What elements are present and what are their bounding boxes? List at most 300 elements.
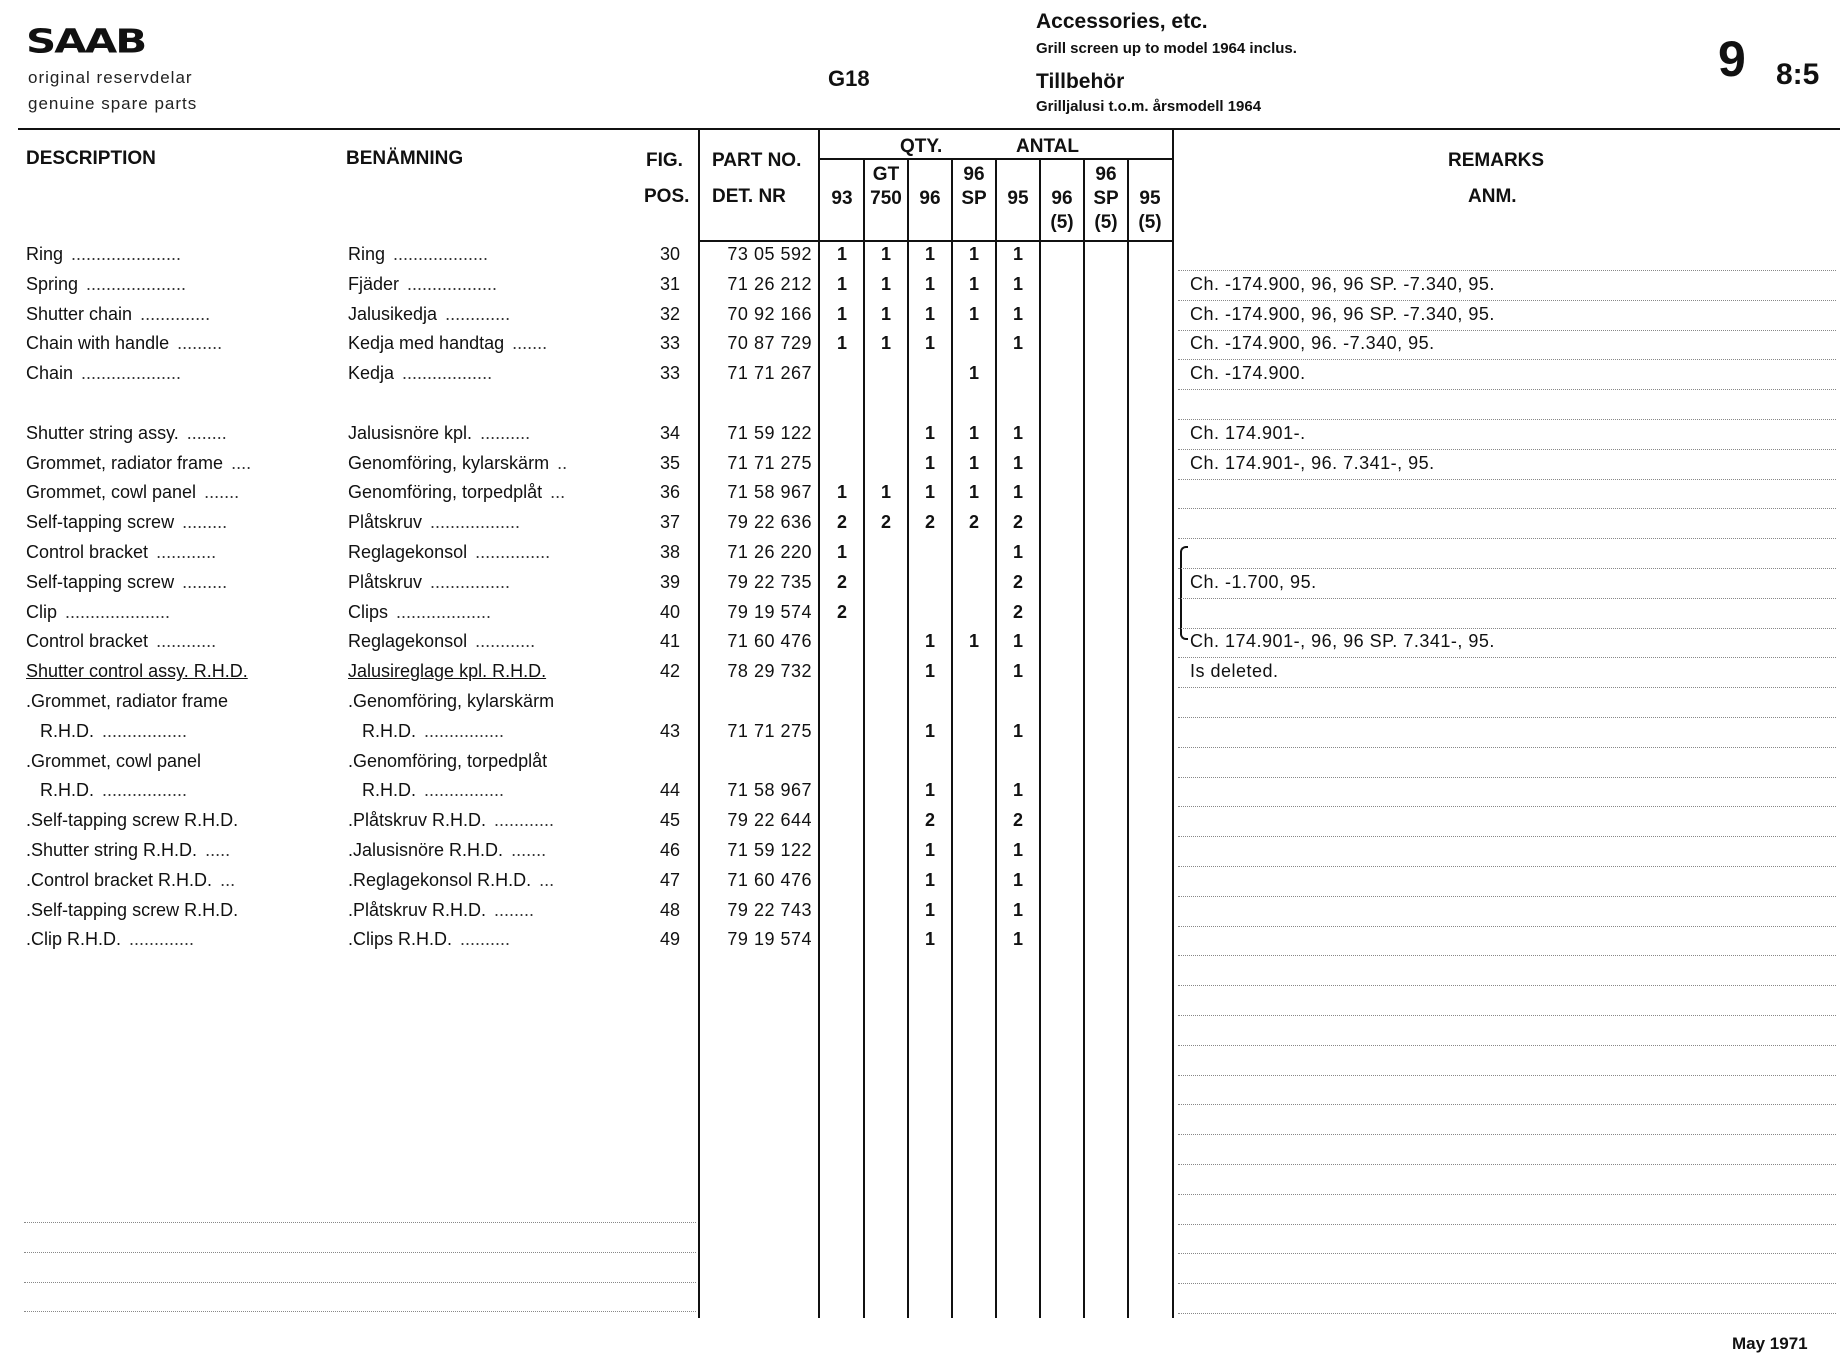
title-swedish-note: Grilljalusi t.o.m. årsmodell 1964 — [1036, 98, 1262, 115]
part-number-cell: 71 58 967 — [727, 482, 812, 503]
model-header-line — [908, 164, 952, 188]
fig-pos-cell: 32 — [659, 303, 680, 324]
description-cell — [26, 512, 227, 533]
benamning-cell — [348, 274, 497, 295]
model-header-line: 93 — [831, 188, 853, 209]
benamning-text: Reglagekonsol — [348, 631, 468, 652]
qty-cell: 1 — [924, 840, 935, 860]
remarks-guide-line — [1178, 1253, 1836, 1254]
benamning-leader: .................. — [430, 512, 521, 533]
qty-cell: 1 — [924, 929, 935, 950]
part-number-cell: 71 59 122 — [727, 840, 812, 860]
description-text: .Grommet, cowl panel — [26, 750, 202, 771]
model-header-line: SP — [1093, 188, 1119, 209]
qty-cell: 1 — [1012, 422, 1023, 443]
description-leader: ............. — [129, 929, 195, 950]
description-cell — [26, 751, 209, 772]
rule-part-left — [698, 128, 700, 1318]
qty-cell: 1 — [836, 273, 847, 294]
model-header-line — [996, 212, 1040, 236]
col-anm: ANM. — [1468, 186, 1517, 207]
remarks-guide-line — [1178, 419, 1836, 420]
qty-cell: 1 — [924, 273, 935, 294]
description-cell — [26, 900, 246, 921]
description-text: R.H.D. — [40, 780, 94, 801]
qty-cell: 1 — [968, 273, 979, 294]
qty-cell: 1 — [1012, 780, 1023, 801]
description-guide-line — [24, 1222, 696, 1223]
qty-cell: 1 — [1012, 840, 1023, 860]
model-header-line — [864, 212, 908, 236]
benamning-leader: ............... — [475, 542, 551, 562]
benamning-leader: .. — [557, 452, 568, 473]
group-code: G18 — [828, 66, 870, 91]
model-header-line: (5) — [1050, 212, 1074, 233]
benamning-cell — [348, 900, 534, 921]
model-header-line — [908, 212, 952, 236]
remarks-guide-line — [1178, 1283, 1836, 1284]
description-leader: .............. — [140, 303, 211, 324]
part-number-cell: 71 60 476 — [727, 631, 812, 652]
benamning-cell — [348, 870, 554, 891]
fig-pos-cell: 40 — [659, 601, 680, 622]
qty-cell: 1 — [924, 303, 935, 324]
col-fig: FIG. — [646, 150, 683, 171]
qty-cell: 1 — [924, 631, 935, 652]
remark-cell: Ch. 174.901-, 96, 96 SP. 7.341-, 95. — [1190, 631, 1495, 652]
benamning-cell — [348, 542, 550, 563]
benamning-text: R.H.D. — [362, 720, 416, 741]
remarks-guide-line — [1178, 1104, 1836, 1105]
part-number-cell: 79 19 574 — [727, 929, 812, 950]
benamning-cell — [348, 482, 565, 503]
benamning-leader: ....... — [511, 840, 547, 860]
qty-cell: 1 — [1012, 482, 1023, 503]
header-rule — [18, 128, 1840, 130]
model-header-line: 96 — [1095, 164, 1117, 185]
qty-cell: 1 — [1012, 929, 1023, 950]
col-qty: QTY. — [900, 136, 943, 157]
description-leader: ............ — [156, 542, 217, 562]
fig-pos-cell: 42 — [659, 661, 680, 682]
description-cell — [26, 810, 246, 831]
fig-pos-cell: 43 — [659, 720, 680, 741]
description-cell — [26, 333, 222, 354]
remarks-guide-line — [1178, 628, 1836, 629]
benamning-cell — [348, 631, 535, 652]
qty-cell: 1 — [924, 482, 935, 503]
benamning-leader: ... — [539, 869, 555, 890]
col-benamning: BENÄMNING — [346, 148, 464, 169]
qty-column-rule — [1127, 160, 1129, 1318]
benamning-text: Plåtskruv — [348, 512, 423, 533]
benamning-text: Clips — [348, 601, 389, 622]
benamning-cell — [348, 453, 567, 474]
qty-cell: 1 — [880, 482, 891, 503]
part-number-cell: 78 29 732 — [727, 661, 812, 682]
description-cell — [26, 840, 230, 861]
saab-logo: SAAB — [26, 22, 146, 61]
remarks-guide-line — [1178, 1164, 1836, 1165]
benamning-leader: ............ — [475, 631, 536, 652]
remark-cell: Ch. -174.900, 96, 96 SP. -7.340, 95. — [1190, 273, 1495, 294]
qty-cell: 1 — [924, 899, 935, 920]
part-number-cell: 79 22 743 — [727, 899, 812, 920]
title-swedish: Tillbehör — [1036, 70, 1125, 93]
benamning-cell — [348, 810, 554, 831]
remarks-guide-line — [1178, 1313, 1836, 1314]
qty-cell: 1 — [924, 333, 935, 354]
description-guide-line — [24, 1252, 696, 1253]
benamning-cell — [362, 721, 504, 742]
benamning-text: .Plåtskruv R.H.D. — [348, 810, 487, 831]
subtitle-english: genuine spare parts — [28, 94, 198, 113]
qty-cell: 1 — [1012, 720, 1023, 741]
benamning-leader: .................. — [402, 363, 493, 384]
description-text: .Grommet, radiator frame — [26, 691, 229, 711]
fig-pos-cell: 33 — [659, 333, 680, 354]
qty-cell: 1 — [924, 661, 935, 682]
remark-cell: Is deleted. — [1190, 661, 1279, 682]
col-det-nr: DET. NR — [712, 186, 786, 207]
description-text: Shutter string assy. — [26, 422, 179, 443]
model-header-line — [952, 212, 996, 236]
description-text: Chain with handle — [26, 333, 170, 354]
remarks-guide-line — [1178, 1075, 1836, 1076]
description-text: .Control bracket R.H.D. — [26, 869, 213, 890]
qty-cell: 1 — [836, 303, 847, 324]
model-header-line: 96 — [1051, 188, 1073, 209]
description-leader: ................. — [102, 780, 188, 801]
qty-cell: 1 — [836, 482, 847, 503]
fig-pos-cell: 49 — [659, 929, 680, 950]
qty-cell: 2 — [836, 571, 847, 592]
remarks-guide-line — [1178, 300, 1836, 301]
description-leader: .... — [231, 452, 252, 473]
part-number-cell: 79 22 735 — [727, 571, 812, 592]
page-number: 9 — [1718, 31, 1746, 87]
description-leader: ......... — [182, 512, 228, 533]
part-number-cell: 71 71 275 — [727, 452, 812, 473]
benamning-cell — [348, 244, 488, 265]
remarks-guide-line — [1178, 866, 1836, 867]
qty-cell: 1 — [924, 780, 935, 801]
qty-cell: 2 — [968, 512, 979, 533]
remarks-guide-line — [1178, 449, 1836, 450]
benamning-text: .Genomföring, torpedplåt — [348, 750, 548, 771]
fig-pos-cell: 34 — [659, 422, 680, 443]
fig-pos-cell: 45 — [659, 810, 680, 831]
qty-cell: 2 — [836, 601, 847, 622]
remark-cell: Ch. -174.900, 96. -7.340, 95. — [1190, 333, 1435, 354]
benamning-leader: .......... — [480, 422, 531, 443]
model-header — [996, 164, 1040, 236]
qty-cell: 1 — [1012, 661, 1023, 682]
qty-cell: 1 — [924, 869, 935, 890]
qty-cell: 1 — [880, 333, 891, 354]
fig-pos-cell: 39 — [659, 571, 680, 592]
benamning-cell — [348, 661, 554, 682]
remarks-guide-line — [1178, 508, 1836, 509]
remarks-guide-line — [1178, 926, 1836, 927]
part-number-cell: 73 05 592 — [727, 244, 812, 264]
benamning-cell — [348, 602, 491, 623]
description-cell — [26, 661, 256, 682]
description-cell — [26, 423, 227, 444]
benamning-leader: ................ — [424, 780, 505, 801]
remarks-guide-line — [1178, 1045, 1836, 1046]
remark-cell: Ch. -1.700, 95. — [1190, 571, 1317, 592]
description-guide-line — [24, 1311, 696, 1312]
part-number-cell: 71 71 267 — [727, 363, 812, 384]
description-text: Self-tapping screw — [26, 512, 175, 533]
fig-pos-cell: 47 — [659, 869, 680, 890]
benamning-cell — [348, 333, 547, 354]
description-text: Self-tapping screw — [26, 571, 175, 592]
description-text: Grommet, radiator frame — [26, 452, 224, 473]
part-number-cell: 71 59 122 — [727, 422, 812, 443]
qty-cell: 1 — [968, 303, 979, 324]
model-header-line: (5) — [1138, 212, 1162, 233]
fig-pos-cell: 33 — [659, 363, 680, 384]
remarks-guide-line — [1178, 568, 1836, 569]
fig-pos-cell: 30 — [659, 244, 680, 264]
rule-remarks-left — [1172, 128, 1174, 1318]
remark-cell: Ch. -174.900, 96, 96 SP. -7.340, 95. — [1190, 303, 1495, 324]
qty-cell: 1 — [1012, 869, 1023, 890]
fig-pos-cell: 31 — [659, 273, 680, 294]
benamning-text: .Clips R.H.D. — [348, 929, 453, 950]
model-header-line: 95 — [1007, 188, 1029, 209]
qty-cell: 1 — [1012, 631, 1023, 652]
remarks-guide-line — [1178, 538, 1836, 539]
remarks-guide-line — [1178, 598, 1836, 599]
description-cell — [26, 482, 239, 503]
benamning-leader: ................... — [396, 601, 492, 622]
model-header-line: 96 — [963, 164, 985, 185]
qty-cell: 1 — [924, 720, 935, 741]
qty-cell: 1 — [924, 422, 935, 443]
qty-cell: 1 — [968, 244, 979, 264]
part-number-cell: 71 26 220 — [727, 542, 812, 562]
benamning-cell — [348, 929, 510, 950]
model-header — [1128, 164, 1172, 236]
qty-cell: 1 — [880, 303, 891, 324]
fig-pos-cell: 36 — [659, 482, 680, 503]
qty-cell: 1 — [1012, 244, 1023, 264]
benamning-text: .Jalusisnöre R.H.D. — [348, 840, 504, 860]
model-header-line — [1040, 164, 1084, 188]
qty-cell: 2 — [836, 512, 847, 533]
remarks-guide-line — [1178, 777, 1836, 778]
description-text: .Shutter string R.H.D. — [26, 840, 198, 860]
description-leader: ........ — [186, 422, 227, 443]
benamning-cell — [348, 393, 356, 414]
col-remarks: REMARKS — [1448, 150, 1545, 171]
qty-cell: 1 — [1012, 452, 1023, 473]
description-cell — [26, 453, 251, 474]
qty-cell: 1 — [836, 542, 847, 562]
model-header-line: 96 — [919, 188, 941, 209]
remark-cell: Ch. 174.901-. — [1190, 422, 1306, 443]
qty-cell: 1 — [968, 452, 979, 473]
part-number-cell: 71 26 212 — [727, 273, 812, 294]
description-text: .Clip R.H.D. — [26, 929, 122, 950]
qty-cell: 1 — [1012, 542, 1023, 562]
remarks-guide-line — [1178, 955, 1836, 956]
benamning-text: Fjäder — [348, 273, 400, 294]
part-number-cell: 71 58 967 — [727, 780, 812, 801]
col-part-no: PART NO. — [712, 150, 802, 171]
remarks-guide-line — [1178, 657, 1836, 658]
description-leader: ...................... — [71, 244, 182, 264]
description-cell — [26, 691, 236, 712]
benamning-leader: ... — [550, 482, 566, 503]
description-cell — [26, 870, 235, 891]
description-cell — [26, 542, 216, 563]
description-text: R.H.D. — [40, 720, 94, 741]
col-antal: ANTAL — [1016, 136, 1079, 157]
description-text: Ring — [26, 244, 64, 264]
description-leader: ............ — [156, 631, 217, 652]
qty-cell: 1 — [924, 244, 935, 264]
model-header-line: (5) — [1094, 212, 1118, 233]
benamning-cell — [348, 572, 510, 593]
description-leader: ................. — [102, 720, 188, 741]
description-cell — [26, 572, 227, 593]
description-text: .Self-tapping screw R.H.D. — [26, 810, 239, 831]
qty-cell: 2 — [1012, 512, 1023, 533]
qty-cell: 1 — [968, 363, 979, 384]
model-header-line: 95 — [1139, 188, 1161, 209]
benamning-leader: ........ — [494, 899, 535, 920]
remarks-guide-line — [1178, 985, 1836, 986]
benamning-text: .Genomföring, kylarskärm — [348, 691, 555, 711]
col-description: DESCRIPTION — [26, 148, 156, 169]
description-cell — [26, 631, 216, 652]
remarks-guide-line — [1178, 687, 1836, 688]
qty-column-rule — [1083, 160, 1085, 1318]
description-cell — [26, 363, 181, 384]
benamning-cell — [348, 751, 555, 772]
description-leader: .................... — [81, 363, 182, 384]
title-english: Accessories, etc. — [1036, 10, 1208, 33]
fig-pos-cell: 44 — [659, 780, 680, 801]
benamning-text: Genomföring, kylarskärm — [348, 452, 550, 473]
rule-header-bottom — [698, 240, 1172, 242]
description-leader: ......... — [182, 571, 228, 592]
benamning-text: Kedja med handtag — [348, 333, 505, 354]
description-cell — [26, 602, 170, 623]
benamning-cell — [348, 304, 510, 325]
qty-cell: 1 — [836, 333, 847, 354]
fig-pos-cell: 46 — [659, 840, 680, 860]
remarks-guide-line — [1178, 806, 1836, 807]
description-text: Control bracket — [26, 631, 149, 652]
benamning-text: R.H.D. — [362, 780, 416, 801]
remarks-guide-line — [1178, 1134, 1836, 1135]
qty-cell: 2 — [1012, 810, 1023, 831]
benamning-text: Ring — [348, 244, 386, 264]
qty-cell: 1 — [880, 273, 891, 294]
description-text: Control bracket — [26, 542, 149, 562]
description-text: Chain — [26, 363, 74, 384]
benamning-cell — [348, 423, 530, 444]
model-header — [952, 164, 996, 236]
benamning-text: .Plåtskruv R.H.D. — [348, 899, 487, 920]
benamning-text: Jalusikedja — [348, 303, 438, 324]
benamning-cell — [348, 363, 492, 384]
qty-cell: 1 — [880, 244, 891, 264]
benamning-leader: .......... — [460, 929, 511, 950]
model-header-line — [996, 164, 1040, 188]
qty-cell: 1 — [924, 452, 935, 473]
model-header — [1040, 164, 1084, 236]
description-leader: .................... — [86, 273, 187, 294]
qty-cell: 1 — [1012, 333, 1023, 354]
qty-cell: 2 — [924, 512, 935, 533]
fig-pos-cell: 38 — [659, 542, 680, 562]
benamning-text: Plåtskruv — [348, 571, 423, 592]
part-number-cell: 71 71 275 — [727, 720, 812, 741]
description-cell — [26, 304, 210, 325]
model-header — [1084, 164, 1128, 236]
remarks-guide-line — [1178, 1224, 1836, 1225]
fig-pos-cell: 37 — [659, 512, 680, 533]
description-text: Shutter control assy. R.H.D. — [26, 661, 248, 682]
description-cell — [26, 393, 34, 414]
qty-cell: 2 — [1012, 571, 1023, 592]
benamning-cell — [348, 512, 520, 533]
description-text: Clip — [26, 601, 58, 622]
model-header-line — [820, 164, 864, 188]
description-cell — [26, 274, 186, 295]
description-guide-line — [24, 1282, 696, 1283]
description-cell — [26, 929, 194, 950]
remarks-guide-line — [1178, 330, 1836, 331]
description-leader: ..................... — [65, 601, 171, 622]
description-text: Grommet, cowl panel — [26, 482, 197, 503]
description-leader: ... — [220, 869, 236, 890]
benamning-leader: ................ — [424, 720, 505, 741]
description-cell — [40, 780, 187, 801]
model-header — [864, 164, 908, 236]
part-number-cell: 70 87 729 — [727, 333, 812, 354]
description-text: .Self-tapping screw R.H.D. — [26, 899, 239, 920]
description-leader: ....... — [204, 482, 240, 503]
remarks-guide-line — [1178, 836, 1836, 837]
model-header-line: SP — [961, 188, 987, 209]
model-header — [908, 164, 952, 236]
benamning-text: Kedja — [348, 363, 395, 384]
title-english-note: Grill screen up to model 1964 inclus. — [1036, 40, 1297, 57]
subtitle-swedish: original reservdelar — [28, 68, 193, 87]
benamning-cell — [348, 691, 562, 712]
benamning-text: .Reglagekonsol R.H.D. — [348, 869, 532, 890]
benamning-cell — [348, 840, 546, 861]
qty-cell: 1 — [968, 422, 979, 443]
remarks-guide-line — [1178, 1015, 1836, 1016]
description-cell — [40, 721, 187, 742]
qty-cell: 1 — [968, 631, 979, 652]
qty-cell: 2 — [880, 512, 891, 533]
benamning-text: Jalusireglage kpl. R.H.D. — [348, 661, 547, 682]
model-header — [820, 164, 864, 236]
benamning-leader: ....... — [512, 333, 548, 354]
qty-cell: 2 — [1012, 601, 1023, 622]
qty-cell: 2 — [924, 810, 935, 831]
description-leader: ......... — [177, 333, 223, 354]
